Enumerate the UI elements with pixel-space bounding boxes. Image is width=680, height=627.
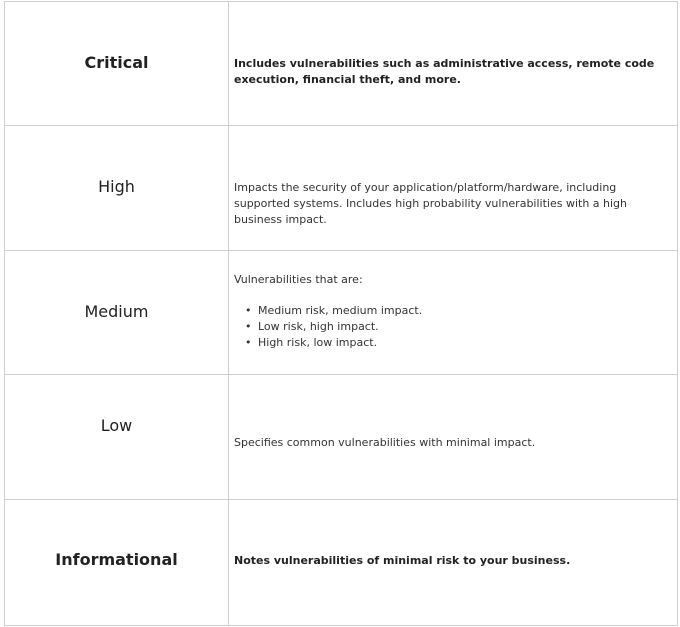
severity-description-cell (229, 250, 678, 374)
bullet-icon: • (245, 303, 252, 317)
severity-row-informational (5, 499, 678, 625)
severity-description-cell (229, 499, 678, 625)
severity-description-list (234, 303, 422, 351)
severity-row-medium (5, 250, 678, 374)
severity-level-medium: Medium (84, 301, 149, 321)
severity-table (4, 1, 678, 626)
severity-description-low: Specifies common vulnerabilities with minimal impact. (234, 436, 536, 450)
severity-description-informational: Notes vulnerabilities of minimal risk to your business. (234, 553, 571, 567)
severity-level-high: High (98, 177, 135, 197)
bullet-icon: • (245, 335, 252, 349)
severity-description-high: Impacts the security of your application/platform/hardware, including supported systems. Includes high probability vulnerabilities with a high business impact. (234, 181, 628, 227)
severity-level-informational: Informational (55, 549, 178, 569)
list-item-text: Medium risk, medium impact. (258, 303, 423, 317)
list-item (245, 319, 422, 335)
list-item-text: High risk, low impact. (258, 335, 378, 349)
severity-description-critical: Includes vulnerabilities such as administrative access, remote code execution, financial theft, and more. (234, 57, 655, 86)
list-item (245, 335, 422, 351)
severity-description-intro: Vulnerabilities that are: (234, 272, 363, 286)
severity-description-cell (229, 126, 678, 250)
severity-level-critical: Critical (84, 53, 149, 72)
severity-level-cell (5, 2, 229, 126)
list-item-text: Low risk, high impact. (258, 319, 379, 333)
severity-level-low: Low (100, 416, 133, 436)
severity-level-cell (5, 250, 229, 374)
severity-row-high (5, 126, 678, 250)
severity-row-critical (5, 2, 678, 126)
severity-level-cell (5, 126, 229, 250)
severity-description-cell (229, 375, 678, 499)
severity-level-cell (5, 499, 229, 625)
severity-row-low (5, 375, 678, 499)
list-item (245, 303, 423, 319)
bullet-icon: • (245, 319, 252, 333)
severity-level-cell (5, 375, 229, 499)
severity-description-cell (229, 2, 678, 126)
